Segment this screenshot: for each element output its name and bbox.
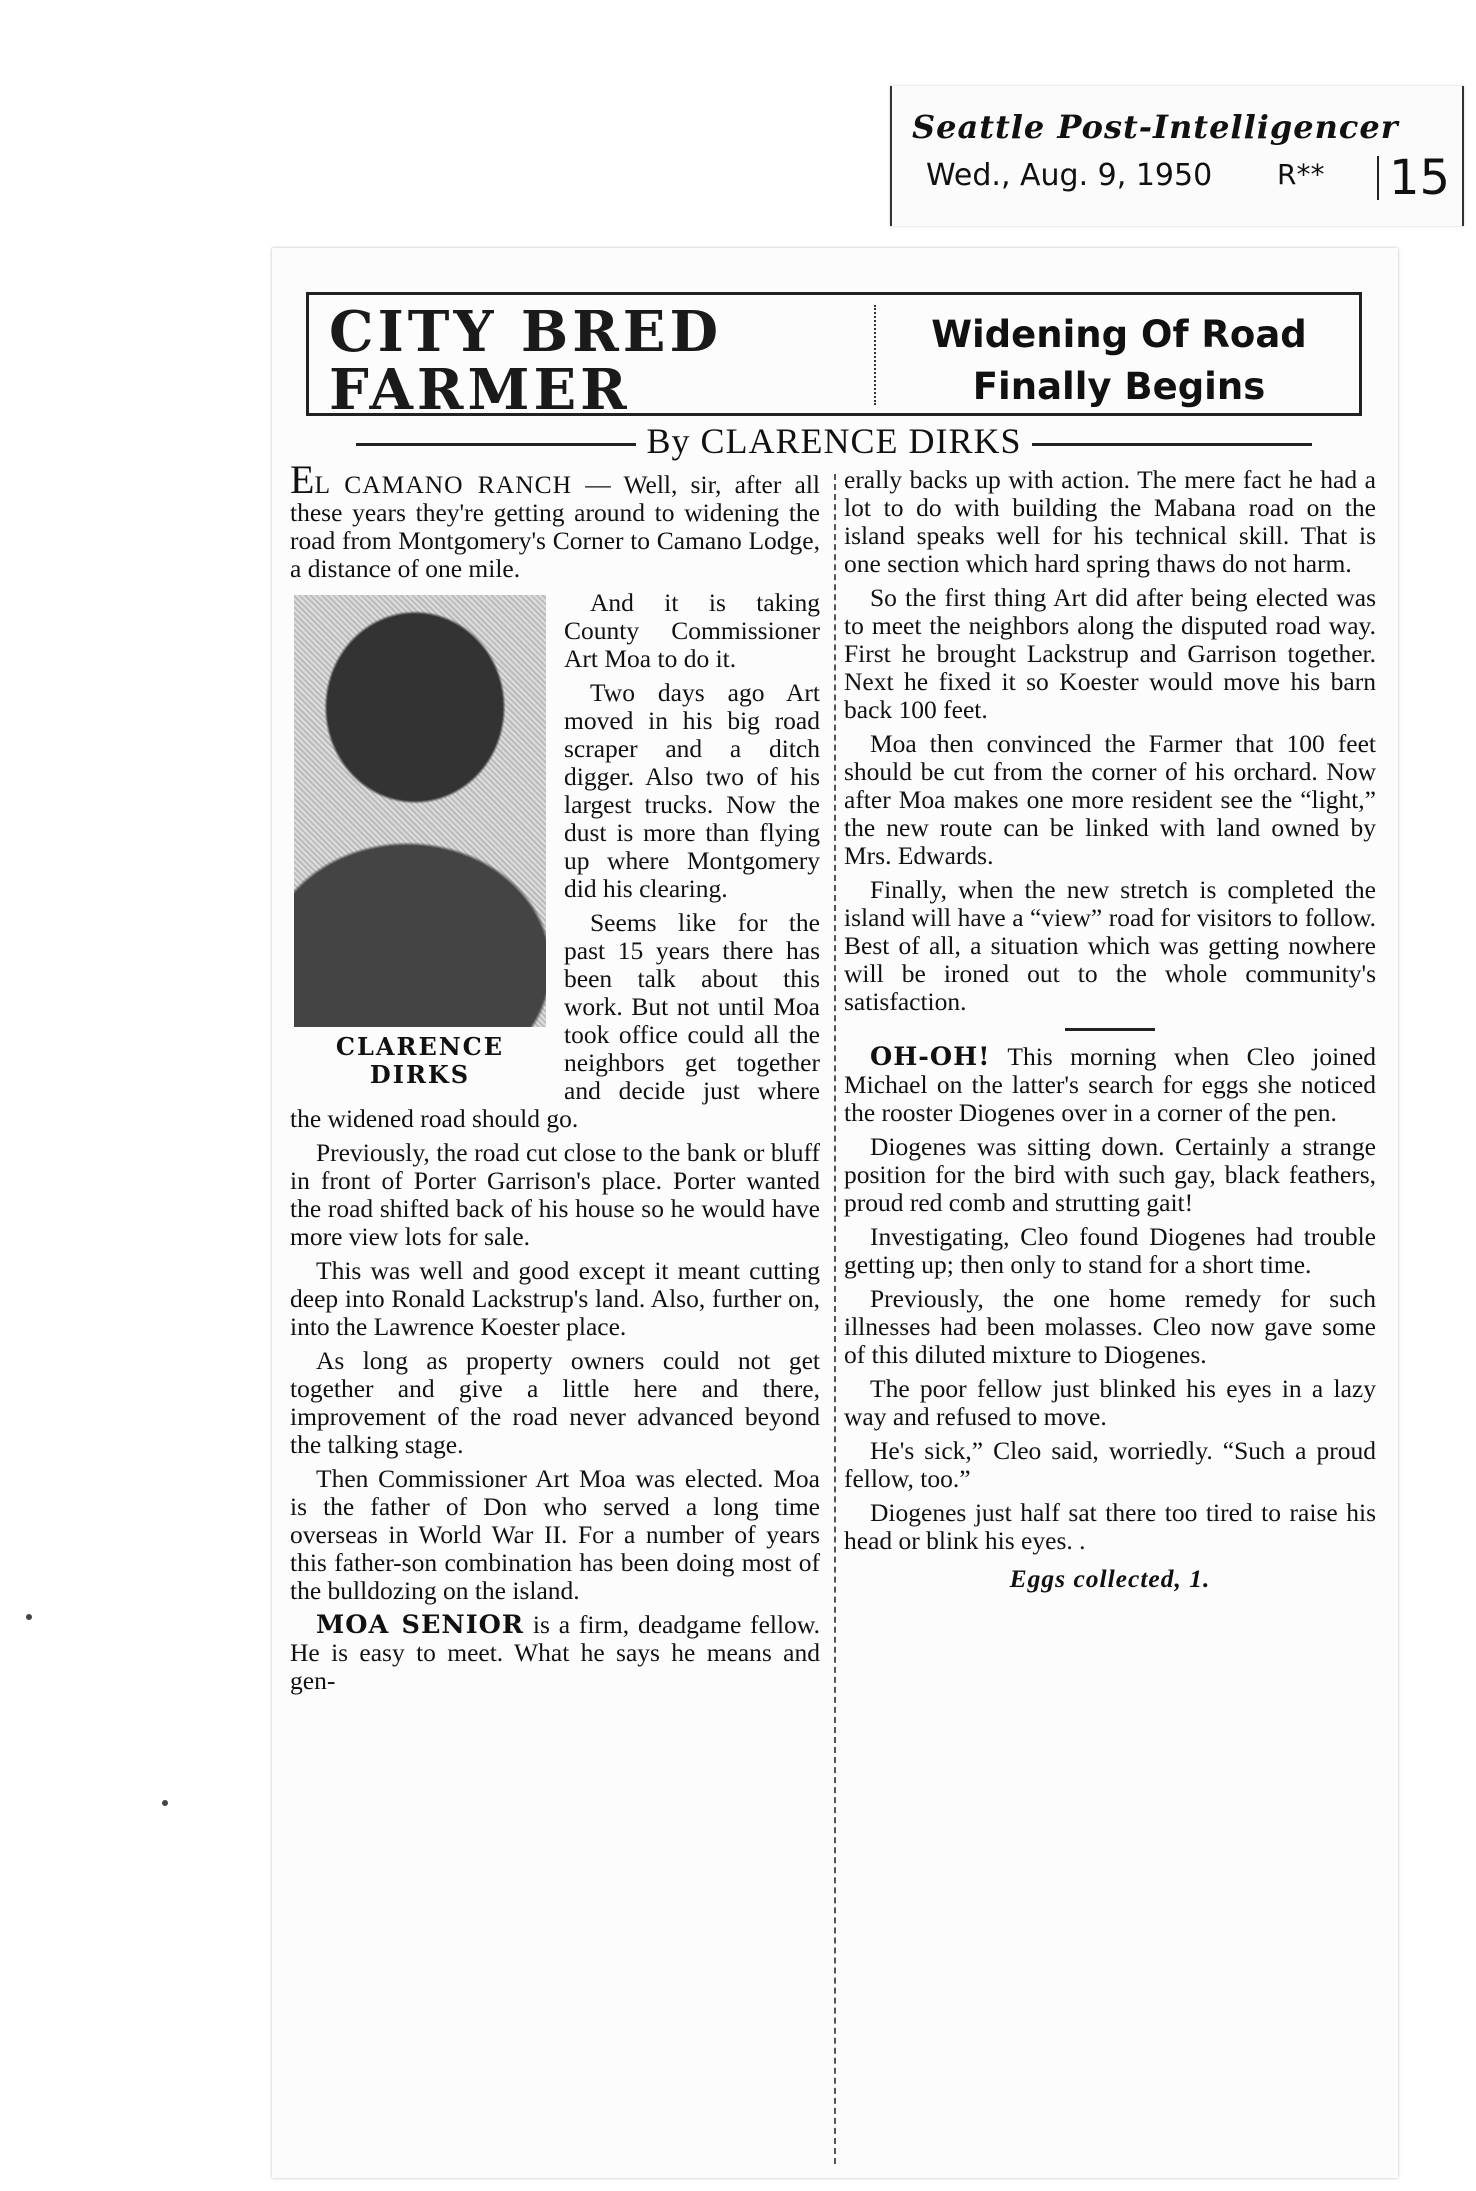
paragraph: Moa then convinced the Farmer that 100 feet should be cut from the corner of his orchard. Now after Moa makes one more resident see the “light,” the new route can be linked with land owned by Mrs. Edwards. bbox=[844, 729, 1376, 870]
paragraph: So the first thing Art did after being elected was to meet the neighbors along the disputed road way. First he brought Lackstrup and Garrison together. Next he fixed it so Koester would move his barn back 100 feet. bbox=[844, 583, 1376, 724]
page-number: 15 bbox=[1377, 156, 1450, 200]
article-headline bbox=[889, 309, 1349, 413]
paragraph: Diogenes just half sat there too tired to raise his head or blink his eyes. . bbox=[844, 1498, 1376, 1555]
photo-caption bbox=[290, 1033, 550, 1089]
byline bbox=[306, 420, 1362, 460]
subhead-lead: MOA SENIOR bbox=[316, 1610, 525, 1640]
publication-date: Wed., Aug. 9, 1950 bbox=[926, 158, 1213, 193]
paragraph: Finally, when the new stretch is completed the island will have a “view” road for visitors to follow. Best of all, a situation which was getting nowhere will be ironed out to the whole community's satisfaction. bbox=[844, 875, 1376, 1016]
subhead-lead: OH-OH! bbox=[870, 1042, 991, 1072]
lead-paragraph bbox=[290, 457, 820, 583]
lead-text: — Well, sir, after all these years they're getting around to widening the road from Montgomery's Corner to Camano Lodge, a distance of one mile. bbox=[290, 470, 820, 583]
paragraph: This was well and good except it meant cutting deep into Ronald Lackstrup's land. Also, further on, into the Lawrence Koester place. bbox=[290, 1256, 820, 1341]
paragraph: Investigating, Cleo found Diogenes had trouble getting up; then only to stand for a short time. bbox=[844, 1222, 1376, 1279]
paragraph: As long as property owners could not get together and give a little here and there, improvement of the road never advanced beyond the talking stage. bbox=[290, 1346, 820, 1459]
section-separator bbox=[1065, 1028, 1155, 1031]
paragraph: Previously, the one home remedy for such illnesses had been molasses. Cleo now gave some of this diluted mixture to Diogenes. bbox=[844, 1284, 1376, 1369]
author-portrait-photo bbox=[294, 595, 546, 1027]
paragraph: Then Commissioner Art Moa was elected. Moa is the father of Don who served a long time overseas in World War II. For a number of years this father-son combination has been doing most of the bulldozing on the island. bbox=[290, 1464, 820, 1605]
byline-rule-right bbox=[1032, 443, 1312, 446]
byline-text: By CLARENCE DIRKS bbox=[646, 421, 1022, 461]
drop-cap: E bbox=[290, 457, 315, 502]
photo-caption-line2: DIRKS bbox=[369, 1060, 471, 1089]
right-column bbox=[844, 466, 1376, 1599]
paragraph bbox=[290, 1611, 820, 1695]
column-title-line1: CITY BRED bbox=[329, 299, 723, 365]
paragraph: The poor fellow just blinked his eyes in a lazy way and refused to move. bbox=[844, 1374, 1376, 1431]
paragraph: erally backs up with action. The mere fact he had a lot to do with building the Mabana road on the island speaks well for his technical skill. That is one section which hard spring thaws do not harm. bbox=[844, 465, 1376, 578]
headline-line2: Finally Begins bbox=[972, 365, 1266, 408]
newspaper-name: Seattle Post-Intelligencer bbox=[912, 108, 1399, 146]
article-clipping bbox=[272, 248, 1398, 2178]
header-divider bbox=[874, 305, 876, 405]
paragraph: Seems like for the past 15 years there has been talk about this work. But not until Moa took office could all the neighbors get together and decide just where the widened road should go. bbox=[290, 908, 820, 1133]
paragraph: He's sick,” Cleo said, worriedly. “Such a proud fellow, too.” bbox=[844, 1436, 1376, 1493]
left-column bbox=[290, 457, 820, 1701]
edition-code: R** bbox=[1277, 158, 1325, 191]
column-title-line2: FARMER bbox=[329, 357, 631, 423]
headline-line1: Widening Of Road bbox=[931, 313, 1307, 356]
column-divider bbox=[834, 474, 836, 2164]
newspaper-masthead bbox=[890, 86, 1464, 226]
dust-speck bbox=[26, 1614, 32, 1620]
paragraph bbox=[844, 1043, 1376, 1127]
eggs-collected-note: Eggs collected, 1. bbox=[1009, 1564, 1211, 1593]
photo-caption-line1: CLARENCE bbox=[335, 1032, 505, 1061]
paragraph-text: This morning when Cleo joined Michael on the latter's search for eggs she noticed the rooster Diogenes over in a corner of the pen. bbox=[844, 1042, 1376, 1127]
paragraph: Previously, the road cut close to the bank or bluff in front of Porter Garrison's place. Porter wanted the road shifted back of his house so he would have more view lots for sale. bbox=[290, 1138, 820, 1251]
paragraph: Two days ago Art moved in his big road scraper and a ditch digger. Also two of his largest trucks. Now the dust is more than flying up where Montgomery did his clearing. bbox=[564, 678, 820, 903]
column-header bbox=[306, 292, 1362, 423]
paragraph-text: is a firm, deadgame fellow. He is easy to meet. What he says he means and gen- bbox=[290, 1610, 820, 1695]
paragraph: Diogenes was sitting down. Certainly a strange position for the bird with such gay, black feathers, proud red comb and strutting gait! bbox=[844, 1132, 1376, 1217]
column-title bbox=[329, 299, 829, 423]
dust-speck bbox=[162, 1800, 168, 1806]
byline-rule-left bbox=[356, 443, 636, 446]
author-photo-box bbox=[290, 595, 550, 1089]
paragraph: And it is taking County Commissioner Art Moa to do it. bbox=[564, 588, 820, 673]
dateline: L CAMANO RANCH bbox=[314, 470, 573, 499]
